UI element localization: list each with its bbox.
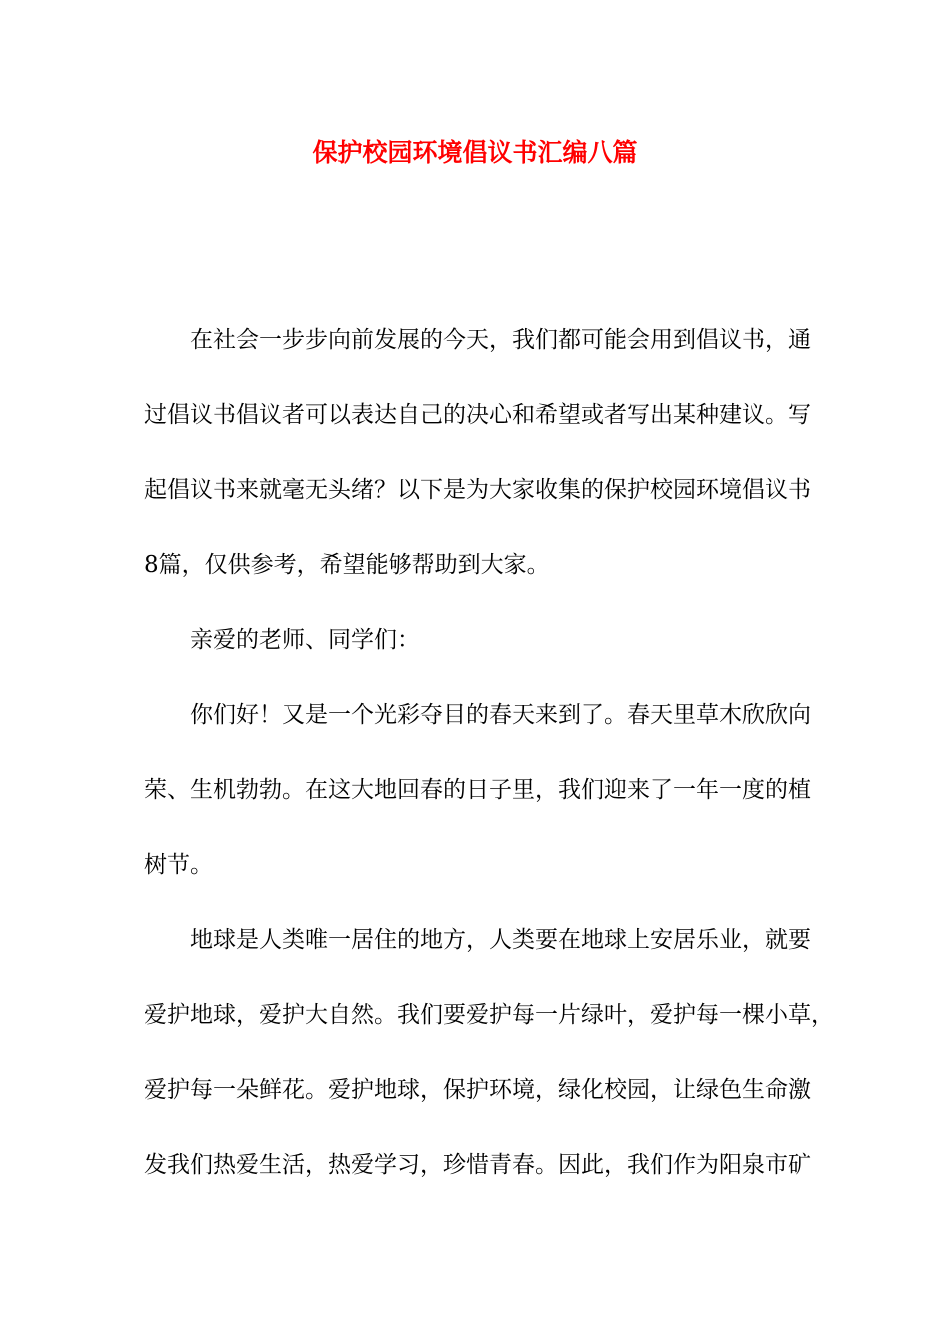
paragraph-line: 爱护地球，爱护大自然。我们要爱护每一片绿叶，爱护每一棵小草， (144, 1002, 834, 1028)
paragraph-line: 地球是人类唯一居住的地方，人类要在地球上安居乐业，就要 (190, 927, 811, 953)
paragraph-line: 你们好！又是一个光彩夺目的春天来到了。春天里草木欣欣向 (190, 702, 811, 728)
paragraph-line: 荣、生机勃勃。在这大地回春的日子里，我们迎来了一年一度的植 (144, 777, 811, 803)
document-title: 保护校园环境倡议书汇编八篇 (312, 138, 638, 167)
paragraph-line: 爱护每一朵鲜花。爱护地球，保护环境，绿化校园，让绿色生命激 (144, 1077, 811, 1103)
paragraph-line: 过倡议书倡议者可以表达自己的决心和希望或者写出某种建议。写 (144, 402, 811, 428)
salutation-line: 亲爱的老师、同学们： (190, 627, 420, 653)
paragraph-line: 8篇，仅供参考，希望能够帮助到大家。 (144, 552, 550, 578)
paragraph-line: 在社会一步步向前发展的今天，我们都可能会用到倡议书，通 (190, 327, 811, 353)
paragraph-line: 树节。 (144, 852, 213, 878)
paragraph-line: 发我们热爱生活，热爱学习，珍惜青春。因此，我们作为阳泉市矿 (144, 1152, 811, 1178)
paragraph-line: 起倡议书来就毫无头绪？以下是为大家收集的保护校园环境倡议书 (144, 477, 811, 503)
